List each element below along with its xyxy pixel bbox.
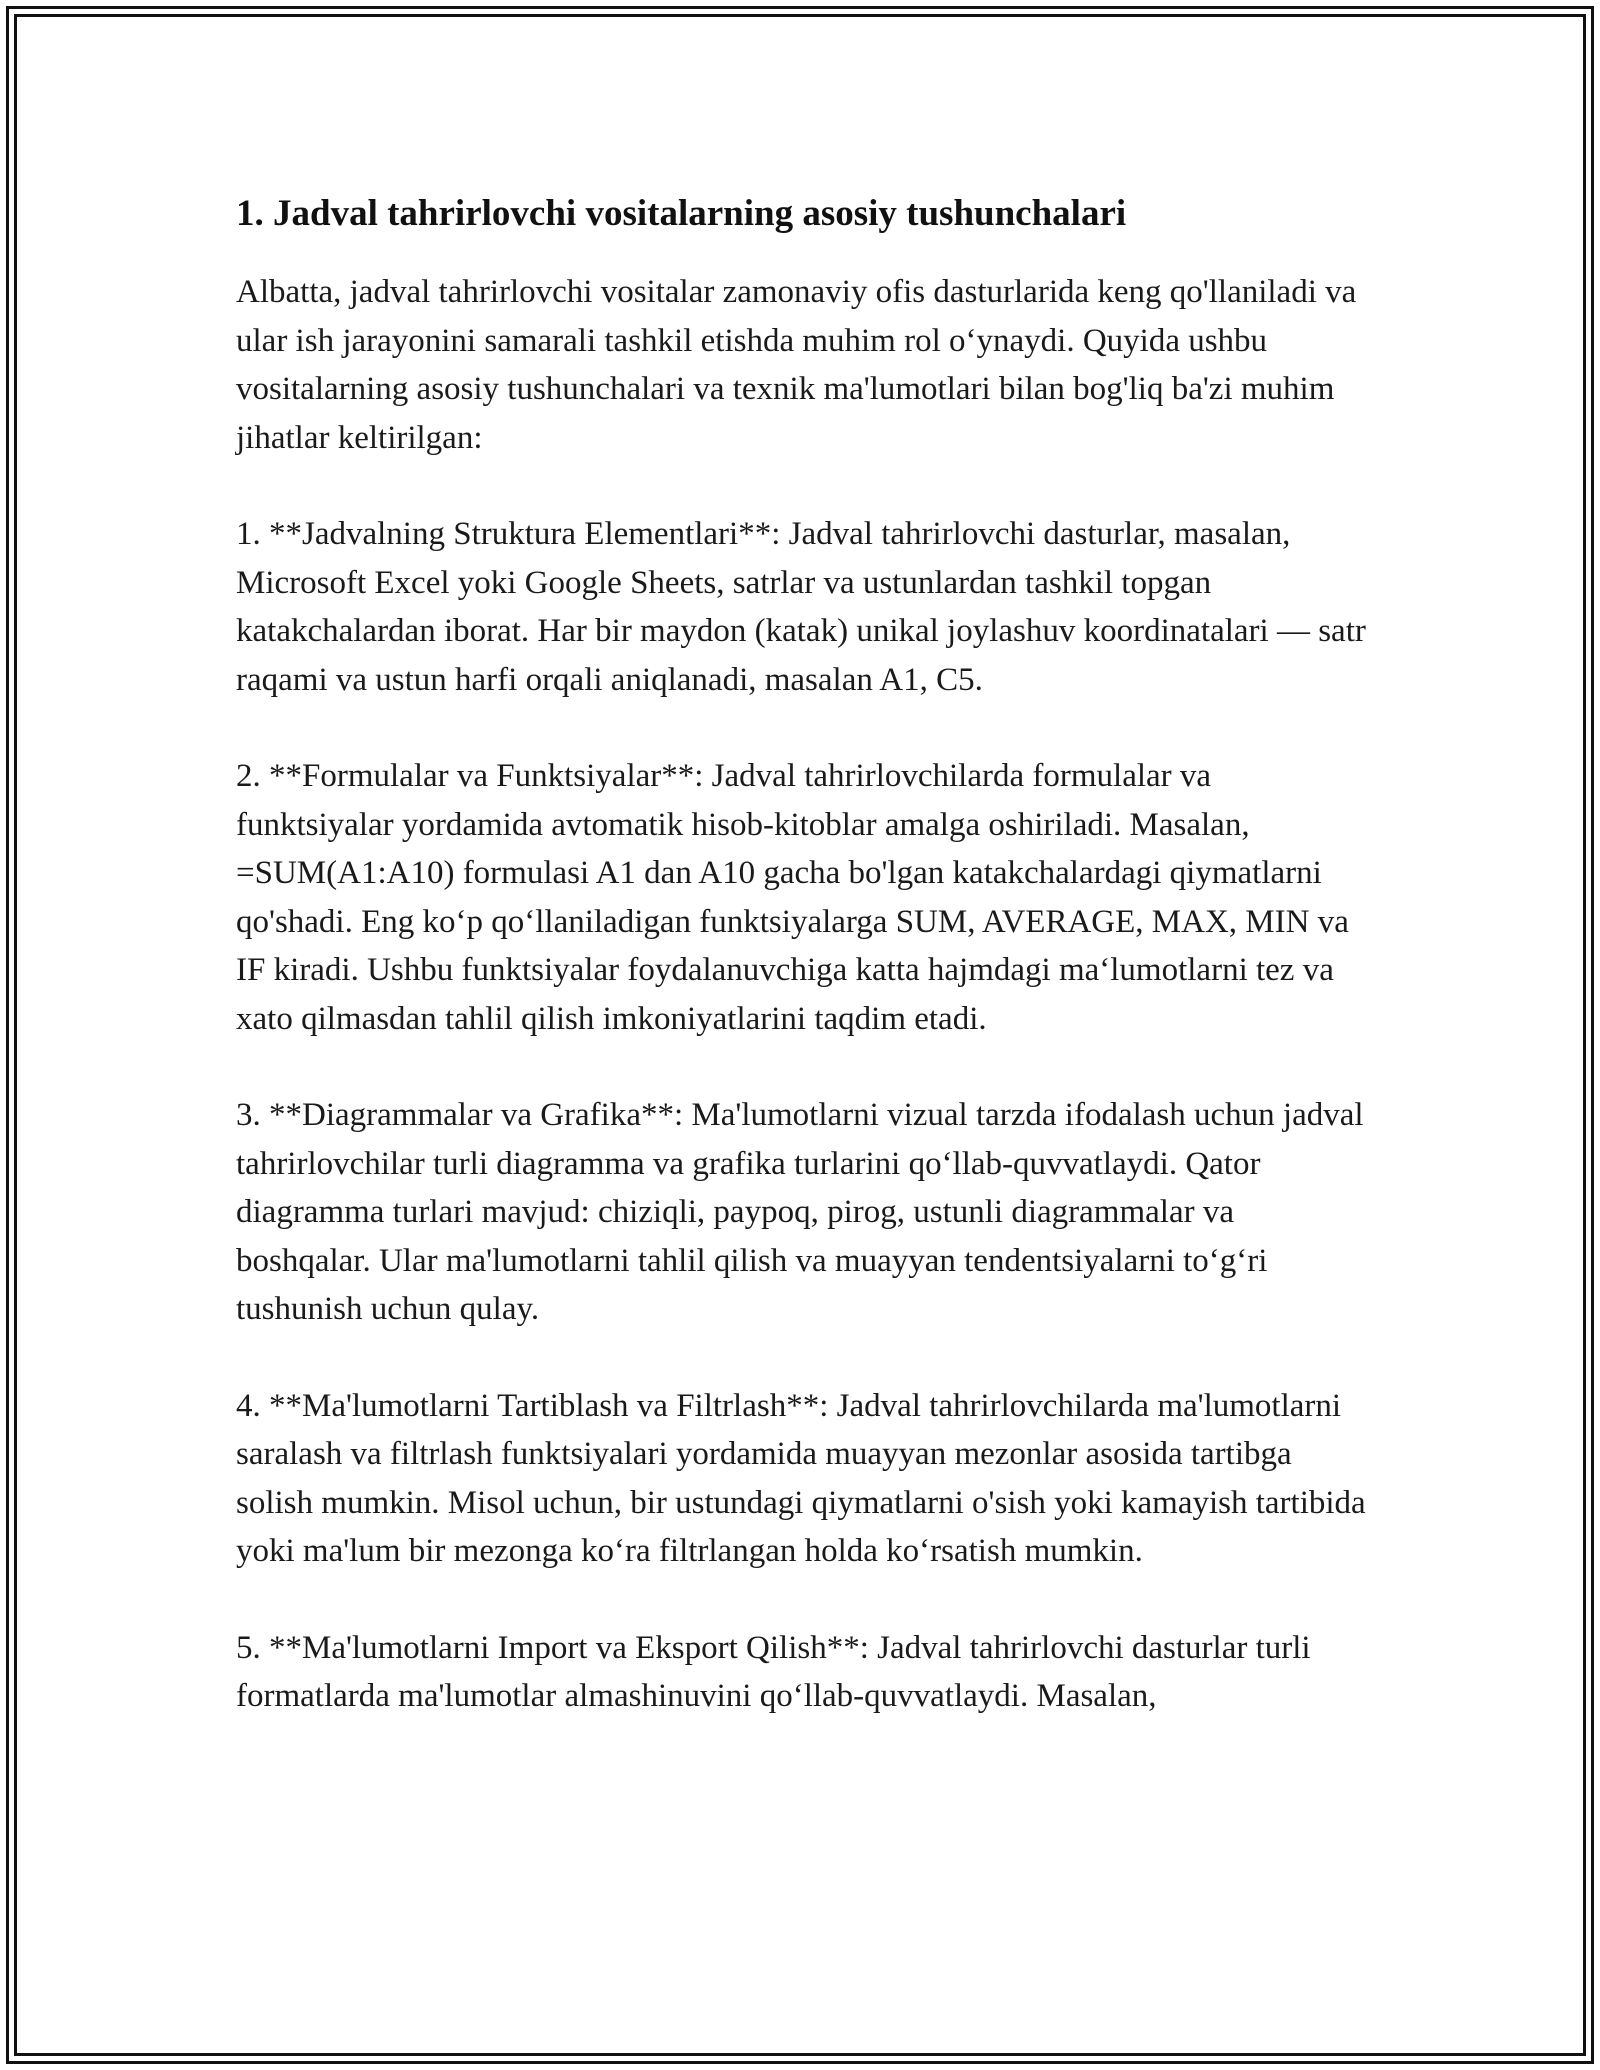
item-structure-elements: 1. **Jadvalning Struktura Elementlari**: Jadval tahrirlovchi dasturlar, masalan, Microsoft Excel yoki Google Sheets, satrlar va ustunlardan tashkil topgan katakchalardan iborat. Har bir maydon (katak) unikal joylashuv koordinatalari — satr raqami va ustun harfi orqali aniqlanadi, masalan A1, C5. (236, 516, 1366, 698)
document-body (236, 186, 1366, 1769)
item-import-export: 5. **Ma'lumotlarni Import va Eksport Qilish**: Jadval tahrirlovchi dasturlar turli formatlarda ma'lumotlar almashinuvini qo‘llab-quvvatlaydi. Masalan, (236, 1629, 1311, 1714)
intro-paragraph: Albatta, jadval tahrirlovchi vositalar zamonaviy ofis dasturlarida keng qo'llaniladi va ular ish jarayonini samarali tashkil etishda muhim rol o‘ynaydi. Quyida ushbu vositalarning asosiy tushunchalari va texnik ma'lumotlari bilan bog'liq ba'zi muhim jihatlar keltirilgan: (236, 274, 1357, 456)
item-formulas-functions: 2. **Formulalar va Funktsiyalar**: Jadval tahrirlovchilarda formulalar va funktsiyalar yordamida avtomatik hisob-kitoblar amalga oshiriladi. Masalan, =SUM(A1:A10) formulasi A1 dan A10 gacha bo'lgan katakchalardagi qiymatlarni qo'shadi. Eng ko‘p qo‘llaniladigan funktsiyalarga SUM, AVERAGE, MAX, MIN va IF kiradi. Ushbu funktsiyalar foydalanuvchiga katta hajmdagi ma‘lumotlarni tez va xato qilmasdan tahlil qilish imkoniyatlarini taqdim etadi. (236, 758, 1349, 1037)
item-sorting-filtering: 4. **Ma'lumotlarni Tartiblash va Filtrlash**: Jadval tahrirlovchilarda ma'lumotlarni saralash va filtrlash funktsiyalari yordamida muayyan mezonlar asosida tartibga solish mumkin. Misol uchun, bir ustundagi qiymatlarni o'sish yoki kamayish tartibida yoki ma'lum bir mezonga ko‘ra filtrlangan holda ko‘rsatish mumkin. (236, 1387, 1366, 1569)
item-charts-graphics: 3. **Diagrammalar va Grafika**: Ma'lumotlarni vizual tarzda ifodalash uchun jadval tahrirlovchilar turli diagramma va grafika turlarini qo‘llab-quvvatlaydi. Qator diagramma turlari mavjud: chiziqli, paypoq, pirog, ustunli diagrammalar va boshqalar. Ular ma'lumotlarni tahlil qilish va muayyan tendentsiyalarni to‘g‘ri tushunish uchun qulay. (236, 1097, 1364, 1327)
section-heading: 1. Jadval tahrirlovchi vositalarning asosiy tushunchalari (236, 193, 1127, 234)
